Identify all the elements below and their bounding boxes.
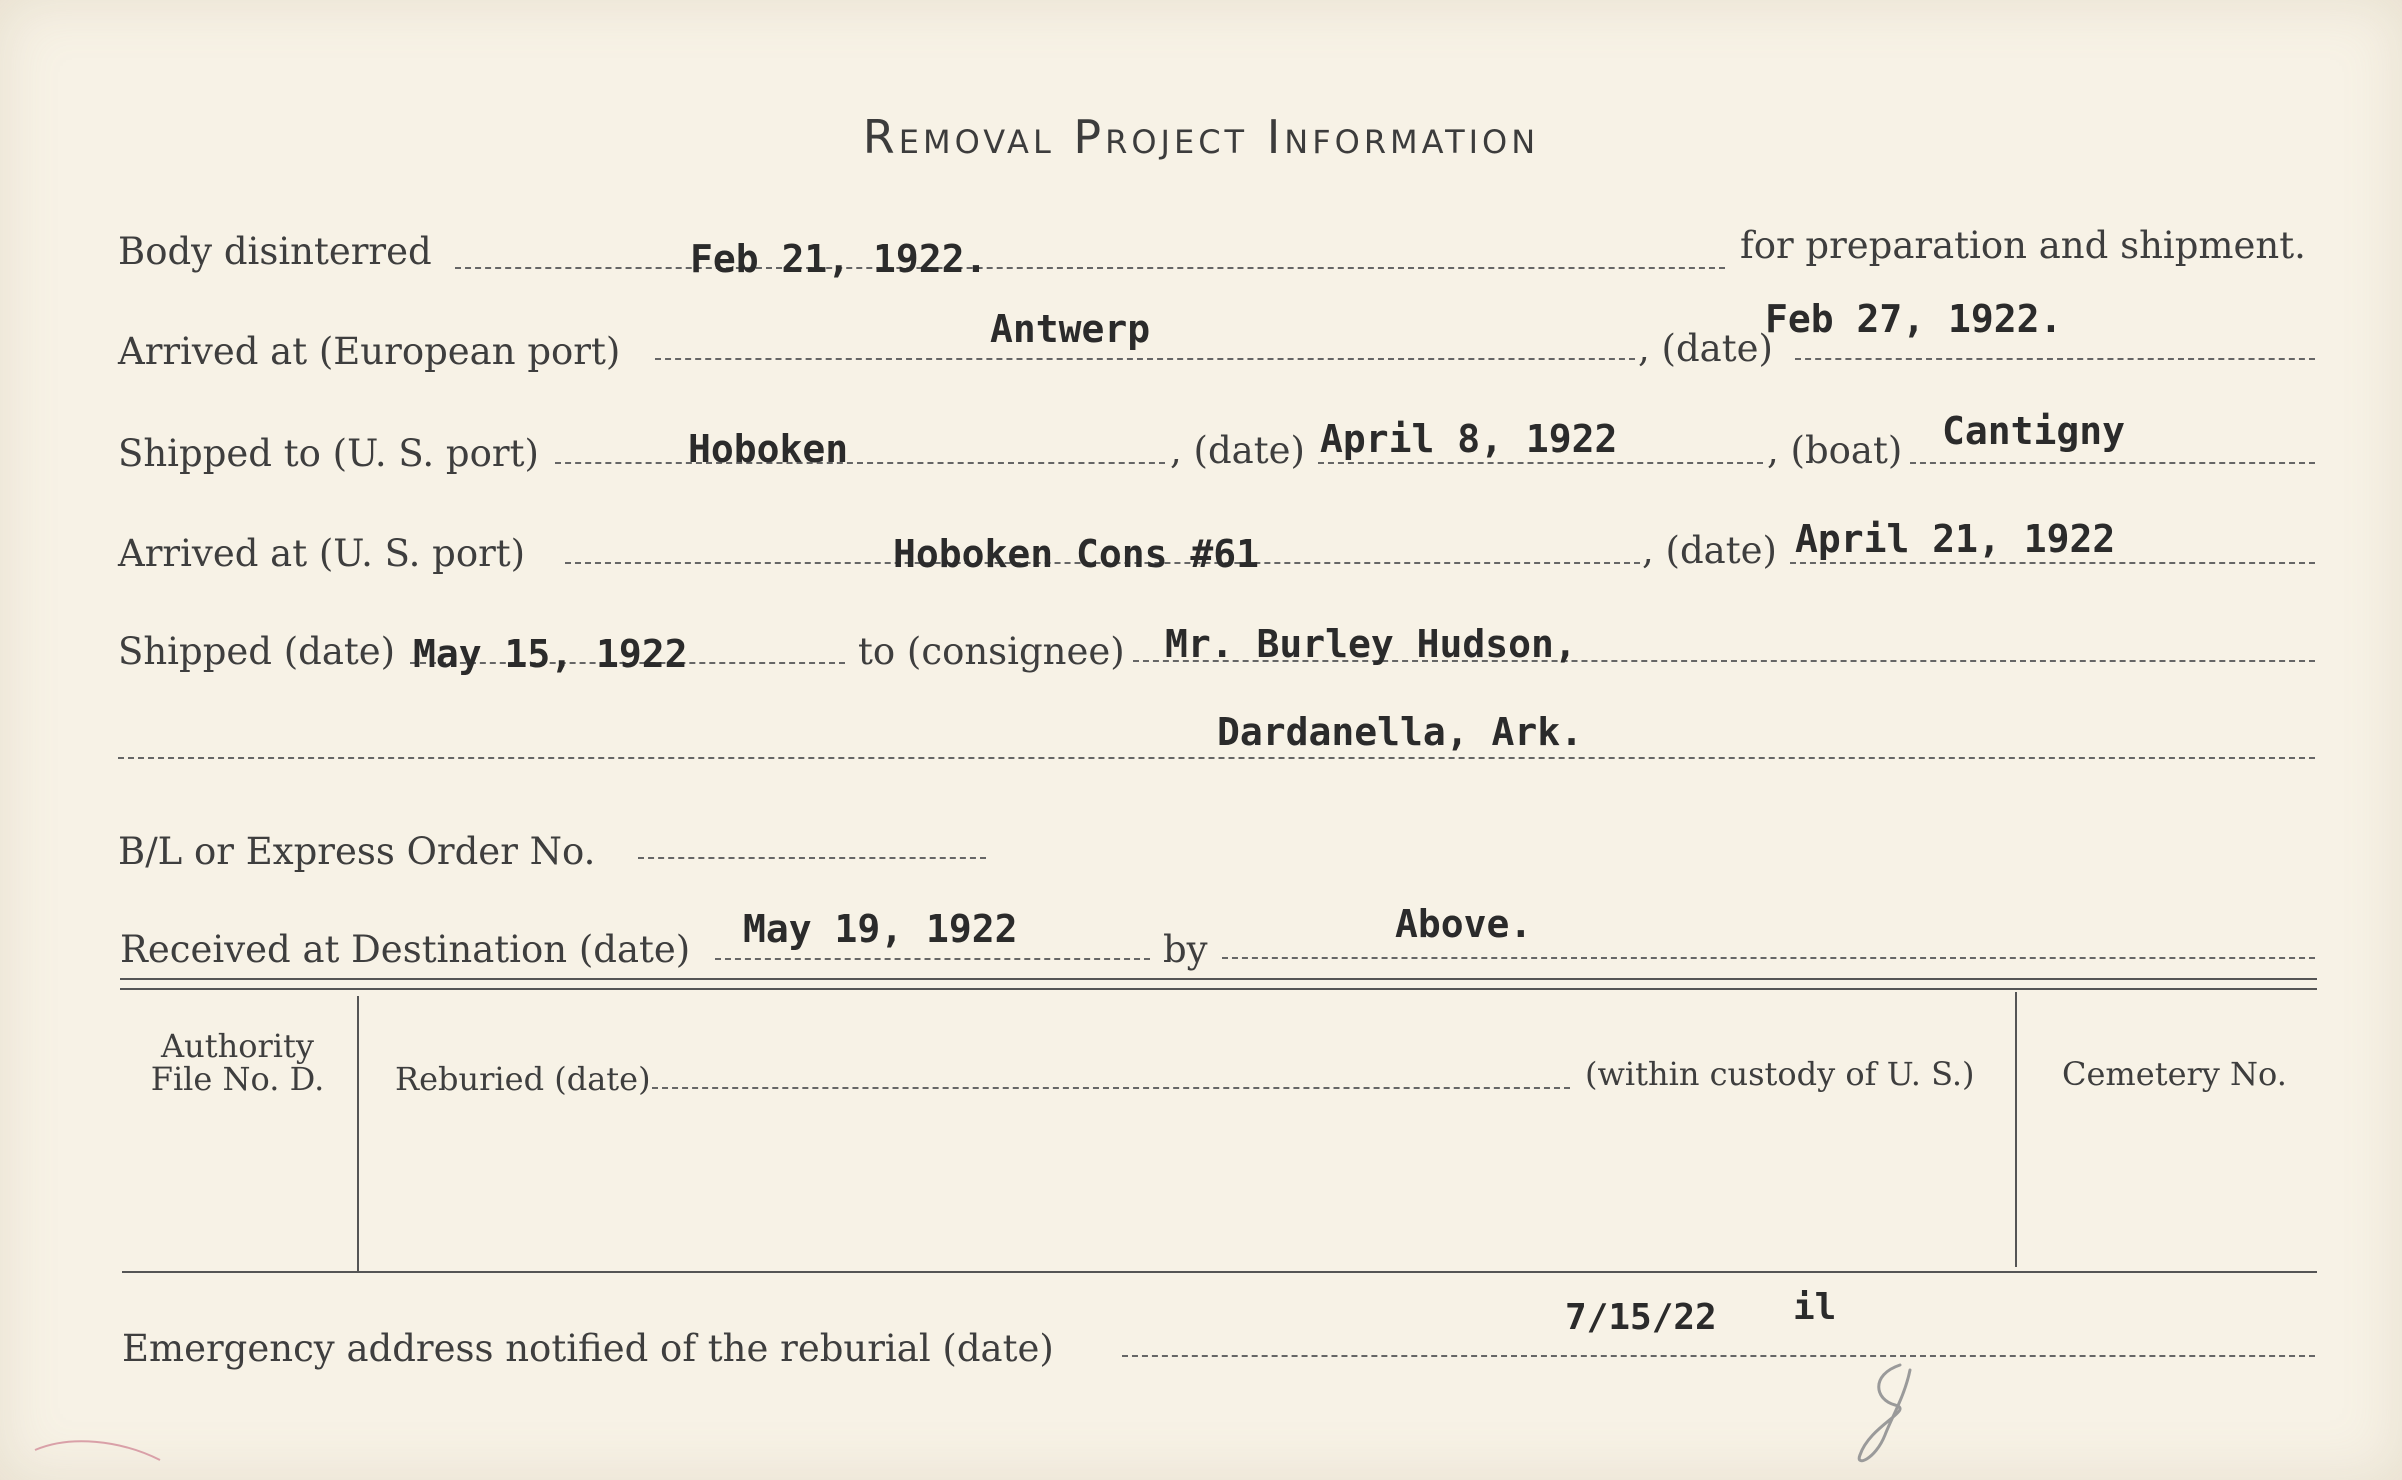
- section-rule-lower: [122, 1271, 2317, 1273]
- label-boat: , (boat): [1767, 429, 1903, 472]
- section-rule-bottom: [120, 988, 2317, 990]
- european-date-line: [1795, 358, 2315, 360]
- label-cemetery-no: Cemetery No.: [2062, 1055, 2287, 1093]
- consignee-address-line: [118, 757, 2315, 759]
- us-port-shipped-value: Hoboken: [688, 427, 849, 471]
- bl-line: [638, 857, 986, 859]
- us-ship-date-value: April 8, 1922: [1320, 417, 1618, 461]
- received-date-line: [715, 958, 1150, 960]
- received-date-value: May 19, 1922: [743, 907, 1018, 951]
- us-arrival-date-line: [1790, 562, 2315, 564]
- emergency-date-value: 7/15/22: [1565, 1297, 1717, 1338]
- label-authority-line2: File No. D.: [150, 1060, 325, 1098]
- label-us-ship-date: , (date): [1170, 429, 1305, 472]
- emergency-line: [1122, 1355, 2315, 1357]
- label-us-arrival-date: , (date): [1642, 529, 1777, 572]
- box-divider-left: [357, 996, 359, 1271]
- corner-scuff-icon: [30, 1420, 170, 1470]
- label-within-custody: (within custody of U. S.): [1585, 1055, 1975, 1093]
- label-authority-line1: Authority: [161, 1027, 314, 1065]
- label-by: by: [1163, 928, 1208, 971]
- card-title: Removal Project Information: [862, 110, 1540, 164]
- consignee-address-value: Dardanella, Ark.: [1217, 710, 1584, 754]
- label-bl-express: B/L or Express Order No.: [118, 830, 596, 873]
- consignee-value: Mr. Burley Hudson,: [1165, 622, 1577, 666]
- emergency-initials-value: il: [1793, 1287, 1837, 1328]
- boat-line: [1910, 462, 2315, 464]
- label-shipped-date: Shipped (date): [118, 630, 396, 673]
- label-european-date: , (date): [1638, 327, 1773, 370]
- label-reburied: Reburied (date): [395, 1060, 651, 1098]
- pencil-mark-icon: [1830, 1355, 1940, 1470]
- european-port-line: [655, 358, 1635, 360]
- us-arrival-date-value: April 21, 1922: [1795, 517, 2116, 561]
- shipped-date-value: May 15, 1922: [413, 632, 688, 676]
- us-ship-date-line: [1318, 462, 1763, 464]
- reburied-line: [652, 1087, 1570, 1089]
- label-arrived-us: Arrived at (U. S. port): [118, 532, 526, 575]
- disinterred-date-value: Feb 21, 1922.: [690, 237, 988, 281]
- label-to-consignee: to (consignee): [858, 630, 1125, 673]
- label-emergency: Emergency address notified of the reburial (date): [122, 1327, 1054, 1370]
- us-port-shipped-line: [555, 462, 1165, 464]
- label-received-destination: Received at Destination (date): [120, 928, 691, 971]
- disinterred-line: [455, 267, 1725, 269]
- us-port-arrived-value: Hoboken Cons #61: [893, 532, 1260, 576]
- label-shipped-to-us: Shipped to (U. S. port): [118, 432, 539, 475]
- european-date-value: Feb 27, 1922.: [1765, 297, 2063, 341]
- label-body-disinterred: Body disinterred: [118, 230, 432, 273]
- received-by-line: [1222, 957, 2315, 959]
- label-arrived-european: Arrived at (European port): [118, 330, 621, 373]
- received-by-value: Above.: [1395, 902, 1533, 946]
- box-divider-right: [2015, 992, 2017, 1267]
- section-rule-top: [120, 978, 2317, 980]
- label-for-preparation: for preparation and shipment.: [1740, 224, 2306, 267]
- boat-value: Cantigny: [1942, 409, 2126, 453]
- european-port-value: Antwerp: [990, 307, 1151, 351]
